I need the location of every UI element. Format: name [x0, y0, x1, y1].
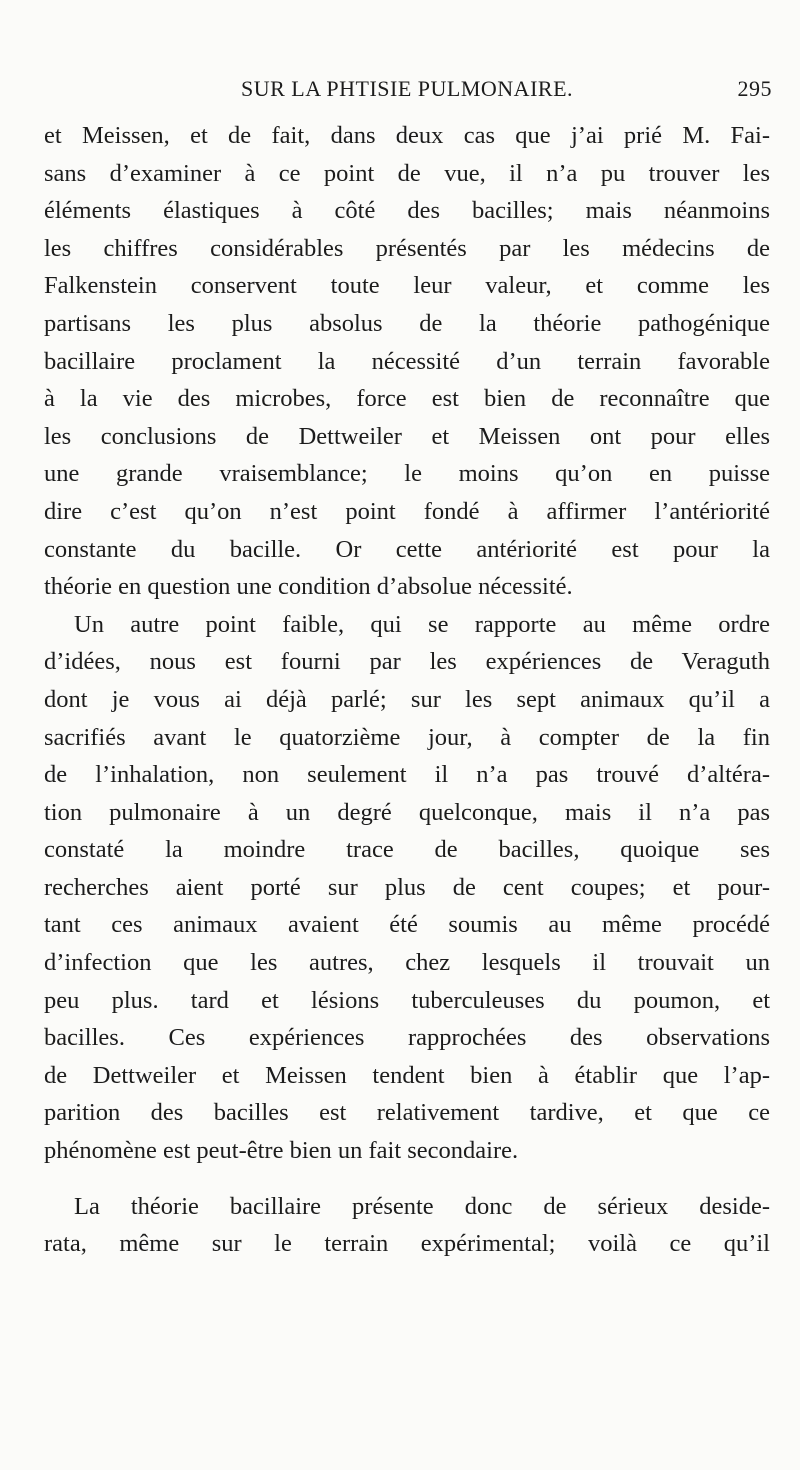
text-line: tion pulmonaire à un degré quelconque, mais il n’a pas — [44, 798, 770, 826]
text-line: tant ces animaux avaient été soumis au même procédé — [44, 911, 770, 939]
text-line: les conclusions de Dettweiler et Meissen ont pour elles — [44, 422, 770, 450]
text-line: Falkenstein conservent toute leur valeur, et comme les — [44, 272, 770, 300]
text-line: rata, même sur le terrain expérimental; voilà ce qu’il — [44, 1230, 770, 1258]
text-line: sans d’examiner à ce point de vue, il n’a pu trouver les — [44, 159, 770, 187]
running-title: SUR LA PHTISIE PULMONAIRE. — [240, 76, 574, 101]
paragraph-1 — [44, 117, 770, 606]
body-text — [44, 117, 770, 1263]
paragraph-3 — [44, 1188, 770, 1263]
text-line: éléments élastiques à côté des bacilles; mais néanmoins — [44, 197, 770, 225]
text-line: constante du bacille. Or cette antériorité est pour la — [44, 535, 770, 563]
text-line: phénomène est peut-être bien un fait secondaire. — [44, 1137, 519, 1165]
text-line: bacillaire proclament la nécessité d’un terrain favorable — [44, 347, 770, 375]
text-line: d’idées, nous est fourni par les expériences de Veraguth — [44, 648, 770, 676]
text-line: recherches aient porté sur plus de cent coupes; et pour- — [44, 873, 770, 901]
text-line: parition des bacilles est relativement tardive, et que ce — [44, 1099, 770, 1127]
text-line: et Meissen, et de fait, dans deux cas que j’ai prié M. Fai- — [44, 122, 770, 149]
text-line: théorie en question une condition d’absolue nécessité. — [44, 573, 573, 601]
running-header — [42, 76, 772, 106]
text-line: peu plus. tard et lésions tuberculeuses du poumon, et — [44, 986, 770, 1014]
text-line: constaté la moindre trace de bacilles, quoique ses — [44, 836, 770, 864]
text-line: les chiffres considérables présentés par les médecins de — [44, 234, 770, 262]
text-line: à la vie des microbes, force est bien de reconnaître que — [44, 385, 770, 413]
paragraph-spacer — [44, 1170, 770, 1188]
text-line: partisans les plus absolus de la théorie pathogénique — [44, 309, 770, 337]
text-line: dont je vous ai déjà parlé; sur les sept animaux qu’il a — [44, 685, 770, 713]
text-line: sacrifiés avant le quatorzième jour, à compter de la fin — [44, 723, 770, 751]
text-line: bacilles. Ces expériences rapprochées des observations — [44, 1024, 770, 1052]
text-line: une grande vraisemblance; le moins qu’on en puisse — [44, 460, 770, 488]
text-line: de Dettweiler et Meissen tendent bien à établir que l’ap- — [44, 1061, 770, 1089]
text-line: d’infection que les autres, chez lesquels il trouvait un — [44, 949, 770, 977]
text-line: dire c’est qu’on n’est point fondé à affirmer l’antériorité — [44, 497, 770, 525]
page-number: 295 — [737, 76, 772, 101]
text-line: de l’inhalation, non seulement il n’a pas trouvé d’altéra- — [44, 761, 770, 789]
paragraph-2 — [44, 606, 770, 1170]
text-line: Un autre point faible, qui se rapporte au même ordre — [74, 610, 770, 638]
text-line: La théorie bacillaire présente donc de sérieux deside- — [74, 1192, 770, 1220]
